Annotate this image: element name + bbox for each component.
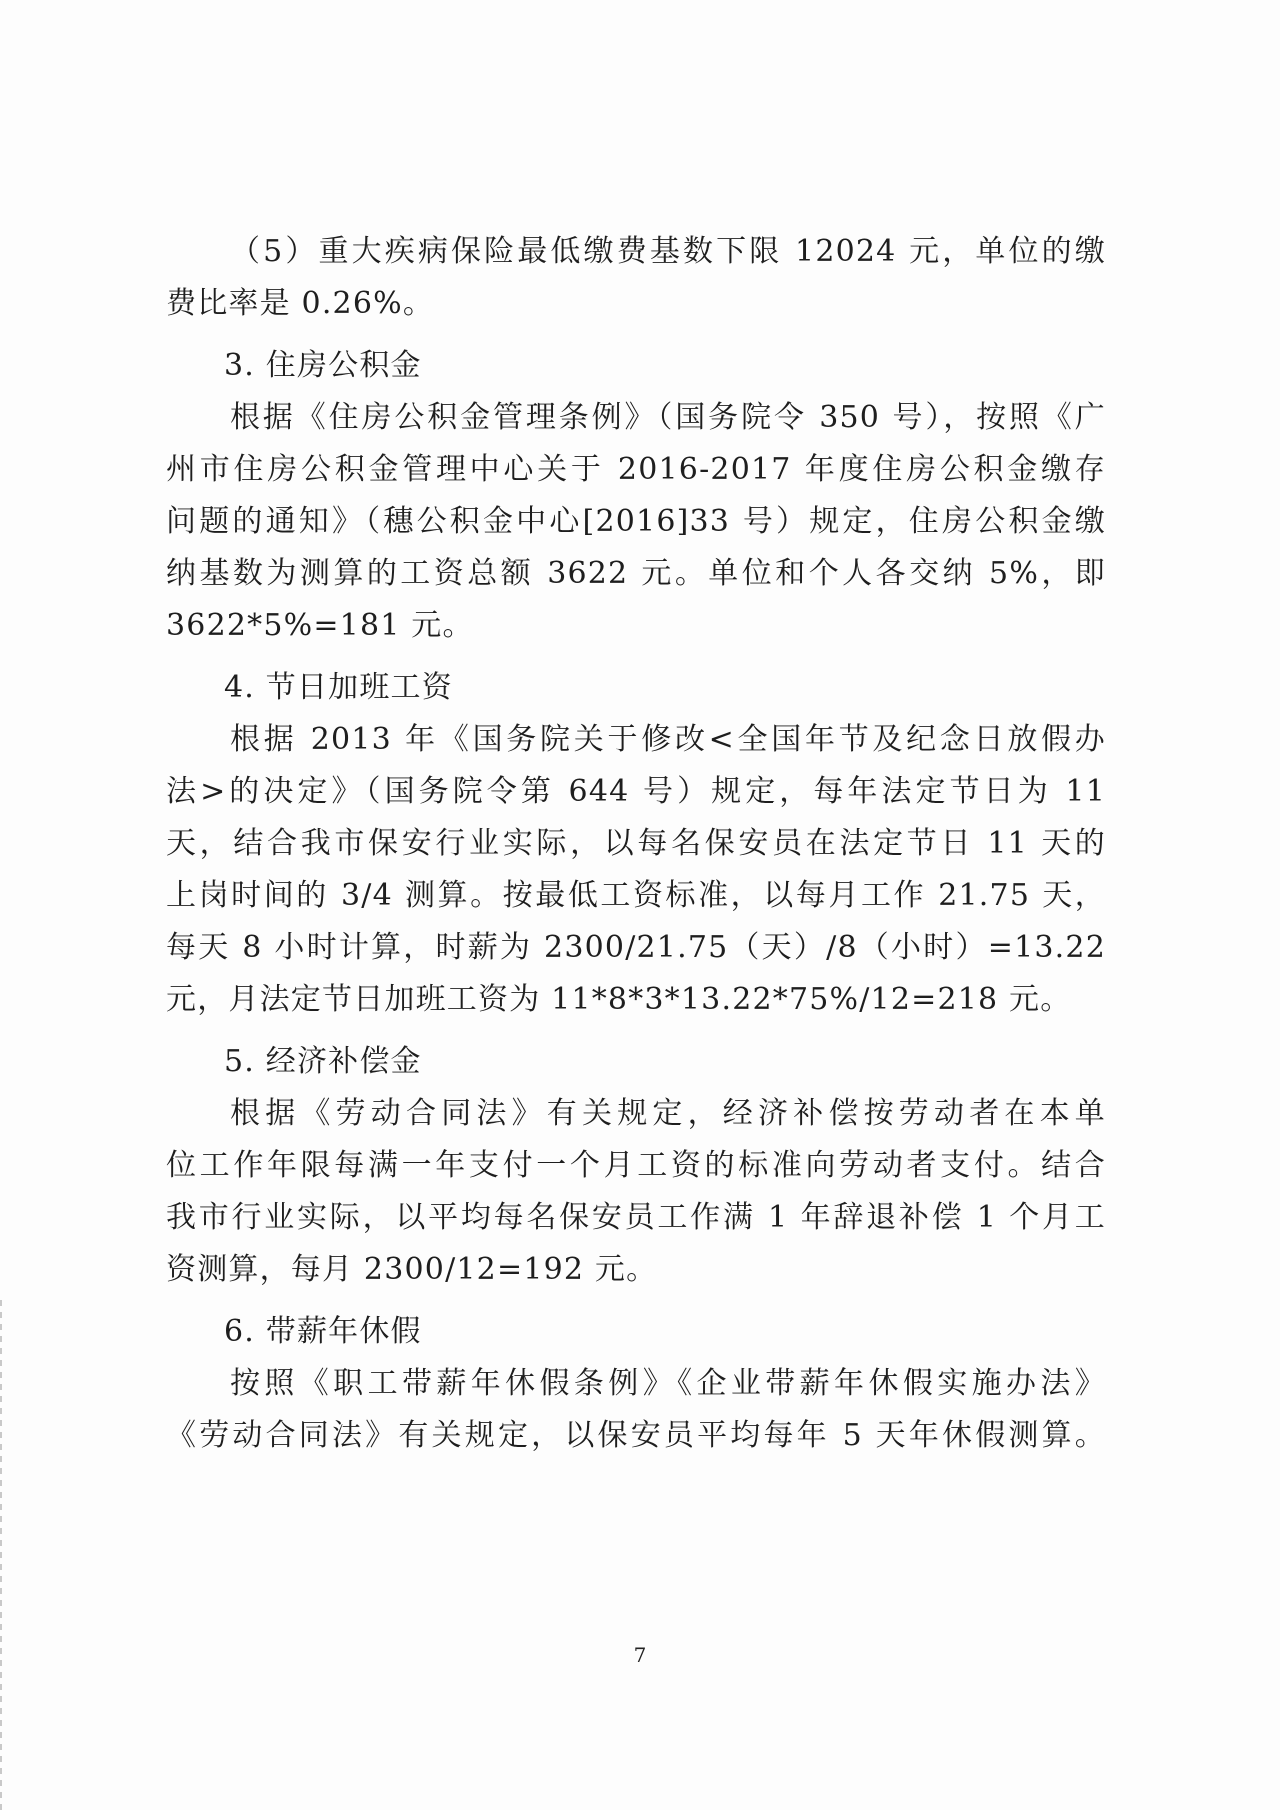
paragraph-line: 根据《劳动合同法》有关规定，经济补偿按劳动者在本单 [230, 1096, 1106, 1131]
paragraph-line: 法>的决定》（国务院令第 644 号）规定，每年法定节日为 11 [166, 774, 1106, 809]
paragraph-line: （5）重大疾病保险最低缴费基数下限 12024 元，单位的缴 [230, 234, 1106, 269]
paragraph-line: 根据 2013 年《国务院关于修改<全国年节及纪念日放假办 [230, 722, 1106, 757]
paragraph-line: 3622*5%=181 元。 [166, 608, 474, 643]
paragraph-line: 按照《职工带薪年休假条例》《企业带薪年休假实施办法》 [230, 1366, 1106, 1401]
paragraph-line: 位工作年限每满一年支付一个月工资的标准向劳动者支付。结合 [166, 1148, 1106, 1183]
paragraph-line: 资测算，每月 2300/12=192 元。 [166, 1252, 658, 1287]
paragraph-line: 州市住房公积金管理中心关于 2016-2017 年度住房公积金缴存 [166, 452, 1106, 487]
document-body [166, 226, 1106, 1462]
scan-edge-mark [0, 1300, 2, 1810]
paragraph-line: 我市行业实际，以平均每名保安员工作满 1 年辞退补偿 1 个月工 [166, 1200, 1106, 1235]
paragraph-line: 上岗时间的 3/4 测算。按最低工资标准，以每月工作 21.75 天， [166, 878, 1106, 913]
section-heading-holiday-overtime: 4. 节日加班工资 [224, 670, 453, 705]
paragraph-line: 根据《住房公积金管理条例》（国务院令 350 号），按照《广 [230, 400, 1106, 435]
page-number: 7 [633, 1643, 647, 1667]
paragraph-line: 纳基数为测算的工资总额 3622 元。单位和个人各交纳 5%，即 [166, 556, 1106, 591]
paragraph-line: 元，月法定节日加班工资为 11*8*3*13.22*75%/12=218 元。 [166, 982, 1072, 1017]
paragraph-line: 问题的通知》（穗公积金中心[2016]33 号）规定，住房公积金缴 [166, 504, 1106, 539]
section-heading-housing-fund: 3. 住房公积金 [224, 348, 422, 383]
paragraph-line: 《劳动合同法》有关规定，以保安员平均每年 5 天年休假测算。 [166, 1418, 1106, 1453]
paragraph-line: 天，结合我市保安行业实际，以每名保安员在法定节日 11 天的 [166, 826, 1106, 861]
paragraph-line: 费比率是 0.26%。 [166, 286, 435, 321]
section-heading-paid-annual-leave: 6. 带薪年休假 [224, 1314, 422, 1349]
paragraph-line: 每天 8 小时计算，时薪为 2300/21.75（天）/8（小时）=13.22 [166, 930, 1106, 965]
section-heading-economic-compensation: 5. 经济补偿金 [224, 1044, 422, 1079]
